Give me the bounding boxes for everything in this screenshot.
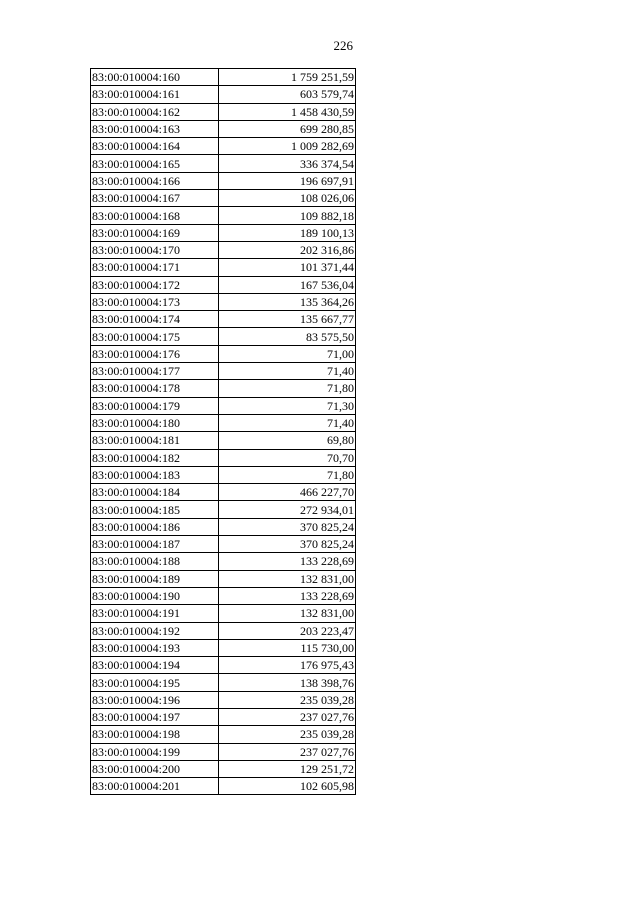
value-cell: 235 039,28 bbox=[219, 726, 356, 743]
cadastral-number-cell: 83:00:010004:173 bbox=[91, 293, 219, 310]
table-row bbox=[91, 363, 356, 380]
value-cell: 202 316,86 bbox=[219, 241, 356, 258]
cadastral-number-cell: 83:00:010004:162 bbox=[91, 103, 219, 120]
value-cell: 71,00 bbox=[219, 345, 356, 362]
cadastral-number-cell: 83:00:010004:170 bbox=[91, 241, 219, 258]
value-cell: 370 825,24 bbox=[219, 518, 356, 535]
value-cell: 132 831,00 bbox=[219, 570, 356, 587]
value-cell: 115 730,00 bbox=[219, 639, 356, 656]
cadastral-number-cell: 83:00:010004:187 bbox=[91, 536, 219, 553]
table-row bbox=[91, 743, 356, 760]
table-row bbox=[91, 449, 356, 466]
table-row bbox=[91, 172, 356, 189]
table-row bbox=[91, 484, 356, 501]
value-cell: 129 251,72 bbox=[219, 760, 356, 777]
table-row bbox=[91, 224, 356, 241]
cadastral-number-cell: 83:00:010004:164 bbox=[91, 138, 219, 155]
table-row bbox=[91, 276, 356, 293]
value-cell: 370 825,24 bbox=[219, 536, 356, 553]
table-row bbox=[91, 380, 356, 397]
table-row bbox=[91, 155, 356, 172]
cadastral-number-cell: 83:00:010004:197 bbox=[91, 708, 219, 725]
cadastral-number-cell: 83:00:010004:201 bbox=[91, 778, 219, 795]
table-row bbox=[91, 778, 356, 795]
value-cell: 102 605,98 bbox=[219, 778, 356, 795]
table-row bbox=[91, 674, 356, 691]
cadastral-number-cell: 83:00:010004:190 bbox=[91, 587, 219, 604]
page-number: 226 bbox=[333, 38, 353, 53]
table-row bbox=[91, 726, 356, 743]
cadastral-number-cell: 83:00:010004:171 bbox=[91, 259, 219, 276]
table-row bbox=[91, 760, 356, 777]
cadastral-number-cell: 83:00:010004:189 bbox=[91, 570, 219, 587]
cadastral-number-cell: 83:00:010004:185 bbox=[91, 501, 219, 518]
cadastral-number-cell: 83:00:010004:180 bbox=[91, 414, 219, 431]
cadastral-number-cell: 83:00:010004:168 bbox=[91, 207, 219, 224]
table-row bbox=[91, 69, 356, 86]
value-cell: 237 027,76 bbox=[219, 708, 356, 725]
cadastral-number-cell: 83:00:010004:160 bbox=[91, 69, 219, 86]
value-cell: 132 831,00 bbox=[219, 605, 356, 622]
cadastral-number-cell: 83:00:010004:181 bbox=[91, 432, 219, 449]
table-row bbox=[91, 622, 356, 639]
cadastral-number-cell: 83:00:010004:172 bbox=[91, 276, 219, 293]
value-cell: 203 223,47 bbox=[219, 622, 356, 639]
table-row bbox=[91, 570, 356, 587]
value-cell: 71,80 bbox=[219, 466, 356, 483]
cadastral-number-cell: 83:00:010004:192 bbox=[91, 622, 219, 639]
value-cell: 101 371,44 bbox=[219, 259, 356, 276]
table-row bbox=[91, 86, 356, 103]
cadastral-number-cell: 83:00:010004:196 bbox=[91, 691, 219, 708]
value-cell: 135 667,77 bbox=[219, 311, 356, 328]
cadastral-number-cell: 83:00:010004:177 bbox=[91, 363, 219, 380]
value-cell: 235 039,28 bbox=[219, 691, 356, 708]
cadastral-number-cell: 83:00:010004:184 bbox=[91, 484, 219, 501]
cadastral-value-table bbox=[90, 68, 356, 795]
cadastral-number-cell: 83:00:010004:178 bbox=[91, 380, 219, 397]
table-row bbox=[91, 414, 356, 431]
cadastral-number-cell: 83:00:010004:165 bbox=[91, 155, 219, 172]
value-cell: 83 575,50 bbox=[219, 328, 356, 345]
cadastral-number-cell: 83:00:010004:183 bbox=[91, 466, 219, 483]
cadastral-number-cell: 83:00:010004:161 bbox=[91, 86, 219, 103]
table-row bbox=[91, 328, 356, 345]
cadastral-number-cell: 83:00:010004:198 bbox=[91, 726, 219, 743]
cadastral-number-cell: 83:00:010004:186 bbox=[91, 518, 219, 535]
value-cell: 108 026,06 bbox=[219, 190, 356, 207]
cadastral-number-cell: 83:00:010004:175 bbox=[91, 328, 219, 345]
cadastral-number-cell: 83:00:010004:194 bbox=[91, 657, 219, 674]
table-body bbox=[91, 69, 356, 795]
cadastral-number-cell: 83:00:010004:163 bbox=[91, 120, 219, 137]
value-cell: 189 100,13 bbox=[219, 224, 356, 241]
table-row bbox=[91, 103, 356, 120]
table-row bbox=[91, 639, 356, 656]
table-row bbox=[91, 138, 356, 155]
table-row bbox=[91, 691, 356, 708]
table-row bbox=[91, 293, 356, 310]
cadastral-number-cell: 83:00:010004:176 bbox=[91, 345, 219, 362]
value-cell: 176 975,43 bbox=[219, 657, 356, 674]
value-cell: 71,40 bbox=[219, 414, 356, 431]
value-cell: 133 228,69 bbox=[219, 587, 356, 604]
cadastral-number-cell: 83:00:010004:182 bbox=[91, 449, 219, 466]
table-row bbox=[91, 466, 356, 483]
cadastral-number-cell: 83:00:010004:166 bbox=[91, 172, 219, 189]
table-row bbox=[91, 605, 356, 622]
table-row bbox=[91, 397, 356, 414]
value-cell: 1 009 282,69 bbox=[219, 138, 356, 155]
value-cell: 71,80 bbox=[219, 380, 356, 397]
cadastral-number-cell: 83:00:010004:188 bbox=[91, 553, 219, 570]
table-row bbox=[91, 708, 356, 725]
cadastral-number-cell: 83:00:010004:169 bbox=[91, 224, 219, 241]
table-row bbox=[91, 432, 356, 449]
cadastral-number-cell: 83:00:010004:174 bbox=[91, 311, 219, 328]
cadastral-number-cell: 83:00:010004:179 bbox=[91, 397, 219, 414]
cadastral-number-cell: 83:00:010004:199 bbox=[91, 743, 219, 760]
cadastral-number-cell: 83:00:010004:193 bbox=[91, 639, 219, 656]
value-cell: 70,70 bbox=[219, 449, 356, 466]
value-cell: 1 759 251,59 bbox=[219, 69, 356, 86]
cadastral-number-cell: 83:00:010004:200 bbox=[91, 760, 219, 777]
value-cell: 133 228,69 bbox=[219, 553, 356, 570]
value-cell: 135 364,26 bbox=[219, 293, 356, 310]
cadastral-number-cell: 83:00:010004:195 bbox=[91, 674, 219, 691]
value-cell: 167 536,04 bbox=[219, 276, 356, 293]
value-cell: 237 027,76 bbox=[219, 743, 356, 760]
value-cell: 466 227,70 bbox=[219, 484, 356, 501]
table-row bbox=[91, 501, 356, 518]
value-cell: 272 934,01 bbox=[219, 501, 356, 518]
cadastral-number-cell: 83:00:010004:191 bbox=[91, 605, 219, 622]
value-cell: 699 280,85 bbox=[219, 120, 356, 137]
table-row bbox=[91, 120, 356, 137]
table-row bbox=[91, 518, 356, 535]
value-cell: 109 882,18 bbox=[219, 207, 356, 224]
value-cell: 196 697,91 bbox=[219, 172, 356, 189]
table-row bbox=[91, 345, 356, 362]
value-cell: 138 398,76 bbox=[219, 674, 356, 691]
table-row bbox=[91, 553, 356, 570]
table-row bbox=[91, 657, 356, 674]
table-row bbox=[91, 190, 356, 207]
table-row bbox=[91, 207, 356, 224]
value-cell: 71,30 bbox=[219, 397, 356, 414]
table-row bbox=[91, 241, 356, 258]
cadastral-number-cell: 83:00:010004:167 bbox=[91, 190, 219, 207]
table-row bbox=[91, 587, 356, 604]
value-cell: 336 374,54 bbox=[219, 155, 356, 172]
table-row bbox=[91, 536, 356, 553]
table-row bbox=[91, 259, 356, 276]
value-cell: 71,40 bbox=[219, 363, 356, 380]
value-cell: 603 579,74 bbox=[219, 86, 356, 103]
value-cell: 69,80 bbox=[219, 432, 356, 449]
value-cell: 1 458 430,59 bbox=[219, 103, 356, 120]
table-row bbox=[91, 311, 356, 328]
